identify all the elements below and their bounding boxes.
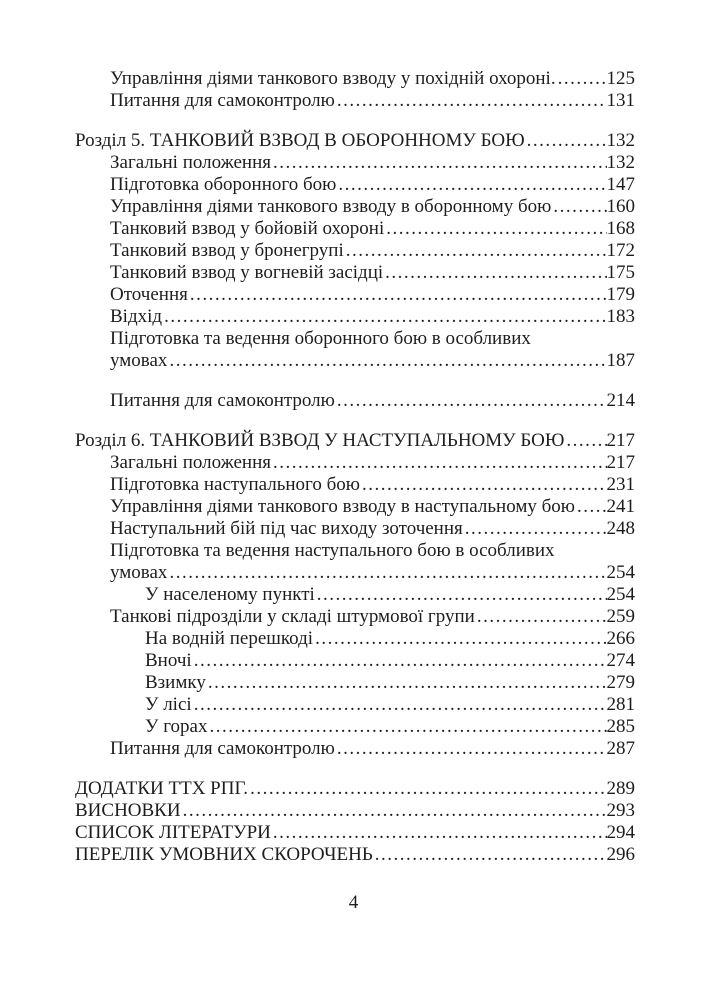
- toc-entry-title: У горах: [145, 716, 208, 737]
- toc-entry: [75, 284, 635, 306]
- toc-entry-page: 214: [606, 390, 635, 411]
- dot-leader: [337, 90, 607, 112]
- dot-leader: [169, 350, 606, 372]
- dot-leader: [338, 174, 606, 196]
- toc-entry-page: 279: [606, 672, 635, 693]
- toc-entry: [75, 452, 635, 474]
- toc-entry-title: Танковий взвод у бронегрупі: [110, 240, 344, 261]
- toc-entry-page: 132: [606, 130, 635, 151]
- dot-leader: [553, 196, 606, 218]
- toc-entry-page: 168: [606, 218, 635, 239]
- dot-leader: [273, 452, 607, 474]
- dot-leader: [273, 152, 607, 174]
- toc-entry-page: 248: [606, 518, 635, 539]
- toc-entry: [75, 196, 635, 218]
- dot-leader: [337, 738, 607, 760]
- toc-entry: [75, 822, 635, 844]
- dot-leader: [194, 694, 607, 716]
- toc-entry-title: Підготовка та ведення наступального бою в особливих: [110, 540, 555, 561]
- toc-entry: [75, 606, 635, 628]
- toc-entry-page: 187: [606, 350, 635, 371]
- toc-entry: [75, 328, 635, 350]
- toc-entry: [75, 716, 635, 738]
- toc-entry: [75, 844, 635, 866]
- toc-entry-page: 160: [606, 196, 635, 217]
- toc-entry-page: 289: [606, 778, 635, 799]
- dot-leader: [346, 240, 607, 262]
- dot-leader: [273, 822, 607, 844]
- toc-entry-title: Розділ 5. ТАНКОВИЙ ВЗВОД В ОБОРОННОМУ БОЮ: [75, 130, 525, 151]
- toc-entry-page: 254: [606, 562, 635, 583]
- toc-entry-title: умовах: [110, 562, 168, 583]
- dot-leader: [169, 562, 606, 584]
- toc-entry-page: 287: [606, 738, 635, 759]
- dot-leader: [315, 628, 606, 650]
- toc-entry: [75, 218, 635, 240]
- toc-entry-title: умовах: [110, 350, 168, 371]
- toc-entry: [75, 68, 635, 90]
- toc-entry: [75, 672, 635, 694]
- toc-entry-title: На водній перешкоді: [145, 628, 314, 649]
- toc-entry-page: 254: [606, 584, 635, 605]
- toc-entry-title: Оточення: [110, 284, 188, 305]
- toc-entry: [75, 584, 635, 606]
- toc-entry-title: Підготовка оборонного бою: [110, 174, 337, 195]
- toc-entry-title: Питання для самоконтролю: [110, 738, 335, 759]
- dot-leader: [465, 518, 607, 540]
- toc-entry: [75, 430, 635, 452]
- toc-entry-page: 266: [606, 628, 635, 649]
- dot-leader: [209, 716, 606, 738]
- dot-leader: [477, 606, 607, 628]
- toc-entry-page: 259: [606, 606, 635, 627]
- dot-leader: [375, 844, 607, 866]
- toc-entry: [75, 130, 635, 152]
- toc-entry: [75, 496, 635, 518]
- toc-entry: [75, 474, 635, 496]
- toc-entry: [75, 518, 635, 540]
- toc-entry-page: 125: [606, 68, 635, 89]
- toc-entry: [75, 174, 635, 196]
- toc-entry: [75, 800, 635, 822]
- toc-entry-title: У населеному пункті: [145, 584, 315, 605]
- toc-entry-title: Питання для самоконтролю: [110, 90, 335, 111]
- toc-entry-title: Вночі: [145, 650, 192, 671]
- toc-entry-title: СПИСОК ЛІТЕРАТУРИ: [75, 822, 271, 843]
- toc-entry-title: У лісі: [145, 694, 192, 715]
- toc-entry: [75, 650, 635, 672]
- dot-leader: [164, 306, 606, 328]
- toc-entry-title: Управління діями танкового взводу в наступальному бою: [110, 496, 575, 517]
- dot-leader: [362, 474, 607, 496]
- toc-entry: [75, 540, 635, 562]
- toc-entry: [75, 738, 635, 760]
- toc-entry-title: ДОДАТКИ ТТХ РПГ.: [75, 778, 249, 799]
- toc-entry-page: 274: [606, 650, 635, 671]
- toc-entry-page: 217: [606, 430, 635, 451]
- dot-leader: [566, 430, 606, 452]
- toc-entry-title: Загальні положення: [110, 152, 271, 173]
- toc-section-gap: [75, 112, 635, 130]
- toc-entry: [75, 628, 635, 650]
- dot-leader: [317, 584, 607, 606]
- dot-leader: [183, 800, 607, 822]
- toc-entry-page: 285: [606, 716, 635, 737]
- toc-entry-page: 179: [606, 284, 635, 305]
- page-number: 4: [348, 892, 359, 913]
- toc-entry-page: 172: [606, 240, 635, 261]
- toc-entry-title: Наступальний бій під час виходу зоточення: [110, 518, 463, 539]
- toc-entry: [75, 152, 635, 174]
- dot-leader: [577, 496, 607, 518]
- toc-entry-title: Підготовка наступального бою: [110, 474, 360, 495]
- toc-entry-title: Танковий взвод у вогневій засідці: [110, 262, 384, 283]
- toc-entry-title: Взимку: [145, 672, 206, 693]
- toc-entry-title: Танковий взвод у бойовій охороні: [110, 218, 385, 239]
- toc-entry: [75, 306, 635, 328]
- toc-entry-page: 183: [606, 306, 635, 327]
- toc-entry-title: Танкові підрозділи у складі штурмової групи: [110, 606, 475, 627]
- toc-entry-title: Підготовка та ведення оборонного бою в особливих: [110, 328, 531, 349]
- dot-leader: [558, 68, 607, 90]
- dot-leader: [208, 672, 607, 694]
- toc-entry-page: 217: [606, 452, 635, 473]
- dot-leader: [385, 262, 606, 284]
- toc-entry: [75, 262, 635, 284]
- toc-entry-title: Управління діями танкового взводу у похідній охороні.: [110, 68, 556, 89]
- toc-entry-page: 132: [606, 152, 635, 173]
- toc-entry-page: 293: [606, 800, 635, 821]
- toc-entry-page: 296: [606, 844, 635, 865]
- toc-entry-title: Відхід: [110, 306, 163, 327]
- toc-entry-page: 147: [606, 174, 635, 195]
- toc-entry: [75, 778, 635, 800]
- toc-entry-title: Управління діями танкового взводу в оборонному бою: [110, 196, 552, 217]
- toc-entry-page: 131: [606, 90, 635, 111]
- toc-entry-page: 281: [606, 694, 635, 715]
- toc-entry: [75, 562, 635, 584]
- dot-leader: [386, 218, 606, 240]
- toc-entry-title: Питання для самоконтролю: [110, 390, 335, 411]
- toc-entry-title: Загальні положення: [110, 452, 271, 473]
- dot-leader: [194, 650, 607, 672]
- toc-entry-title: Розділ 6. ТАНКОВИЙ ВЗВОД У НАСТУПАЛЬНОМУ БОЮ: [75, 430, 565, 451]
- toc-entry-page: 231: [606, 474, 635, 495]
- dot-leader: [190, 284, 607, 306]
- toc-entry-title: ВИСНОВКИ: [75, 800, 181, 821]
- toc-entry: [75, 240, 635, 262]
- toc-entry-title: ПЕРЕЛІК УМОВНИХ СКОРОЧЕНЬ: [75, 844, 373, 865]
- toc-entry: [75, 390, 635, 412]
- toc-section-gap: [75, 372, 635, 390]
- dot-leader: [337, 390, 607, 412]
- toc-entry: [75, 350, 635, 372]
- toc-entry-page: 241: [606, 496, 635, 517]
- toc-section-gap: [75, 412, 635, 430]
- toc-entry-page: 175: [606, 262, 635, 283]
- toc-entry: [75, 694, 635, 716]
- dot-leader: [527, 130, 607, 152]
- dot-leader: [250, 778, 606, 800]
- toc-section-gap: [75, 760, 635, 778]
- toc-entry: [75, 90, 635, 112]
- toc-entry-page: 294: [606, 822, 635, 843]
